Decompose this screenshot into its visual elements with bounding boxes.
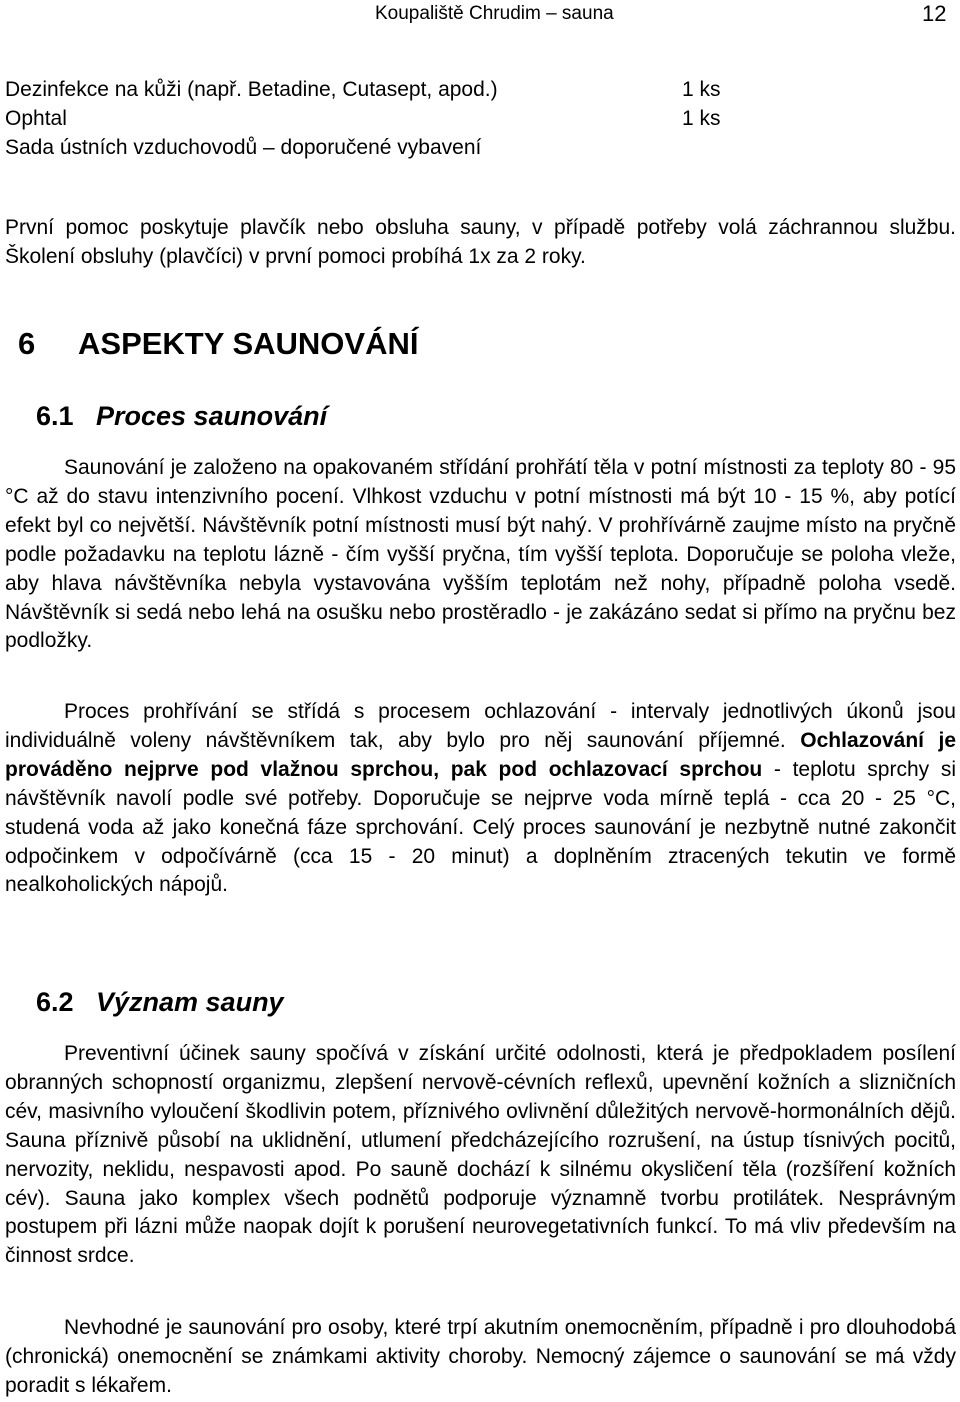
body-paragraph: Saunování je založeno na opakovaném střídání prohřátí těla v potní místnosti za teploty 80 - 95 °C až do stavu intenzivního pocení. Vlhkost vzduchu v potní místnosti má být 10 - 15 %, aby potící efekt byl co největší. Návštěvník potní místnosti musí být nahý. V prohřívárně zaujme místo na pryčně podle požadavku na teplotu lázně - čím vyšší pryčna, tím vyšší teplota. Doporučuje se poloha vleže, aby hlava návštěvníka nebyla vystavována vyšším teplotám než nohy, případně poloha vsedě. Návštěvník si sedá nebo lehá na osušku nebo prostěradlo - je zakázáno sedat si přímo na pryčnu bez podložky. <box>5 456 956 653</box>
equipment-list <box>5 75 955 162</box>
first-aid-paragraph: První pomoc poskytuje plavčík nebo obsluha sauny, v případě potřeby volá záchrannou službu. Školení obsluhy (plavčíci) v první pomoci probíhá 1x za 2 roky. <box>5 216 956 268</box>
equipment-row <box>5 75 955 104</box>
section-title: ASPEKTY SAUNOVÁNÍ <box>78 326 419 361</box>
body-paragraph: Nevhodné je saunování pro osoby, které trpí akutním onemocněním, případně i pro dlouhodobá (chronická) onemocnění se známkami aktivity choroby. Nemocný zájemce o saunování se má vždy poradit s lékařem. <box>5 1316 956 1397</box>
subsection-number: 6.1 <box>36 401 74 431</box>
equipment-qty <box>682 133 782 162</box>
subsection-heading <box>36 987 284 1018</box>
section-number: 6 <box>18 326 36 361</box>
paragraph-text: - teplotu sprchy si návštěvník navolí podle své potřeby. Doporučuje se nejprve voda mírně teplá - cca 20 - 25 °C, studená voda až jako konečná fáze sprchování. Celý proces saunování je nezbytně nutné zakončit odpočinkem v odpočívárně (cca 15 - 20 minut) a doplněním ztracených tekutin ve formě nealkoholických nápojů. <box>5 757 956 897</box>
body-paragraph <box>5 698 956 900</box>
subsection-number: 6.2 <box>36 987 74 1017</box>
equipment-name: Ophtal <box>5 107 67 130</box>
equipment-name: Sada ústních vzduchovodů – doporučené vybavení <box>5 136 482 159</box>
equipment-row <box>5 133 955 162</box>
subsection-heading <box>36 401 327 432</box>
equipment-row <box>5 104 955 133</box>
page-number: 12 <box>922 1 947 26</box>
emphasis-text: Ochlazování je prováděno nejprve pod vlažnou sprchou, pak pod ochlazovací sprchou <box>5 728 957 781</box>
paragraph-text: Proces prohřívání se střídá s procesem ochlazování - intervaly jednotlivých úkonů jsou individuálně voleny návštěvníkem tak, aby bylo pro něj saunování příjemné. <box>5 700 956 752</box>
subsection-title: Proces saunování <box>96 401 328 431</box>
equipment-qty: 1 ks <box>682 78 721 101</box>
running-header-title: Koupaliště Chrudim – sauna <box>375 3 614 24</box>
equipment-qty: 1 ks <box>682 107 721 130</box>
subsection-title: Význam sauny <box>96 987 284 1017</box>
equipment-name: Dezinfekce na kůži (např. Betadine, Cutasept, apod.) <box>5 78 498 101</box>
section-heading <box>18 326 419 362</box>
body-paragraph: Preventivní účinek sauny spočívá v získání určité odolnosti, která je předpokladem posílení obranných schopností organizmu, zlepšení nervově-cévních reflexů, upevnění kožních a slizničních cév, masivního vyloučení škodlivin potem, příznivého ovlivnění důležitých nervově-hormonálních dějů. Sauna příznivě působí na uklidnění, utlumení předcházejícího rozrušení, na ústup tísnivých pocitů, nervozity, neklidu, nespavosti apod. Po sauně dochází k silnému okysličení těla (rozšíření kožních cév). Sauna jako komplex všech podnětů podporuje významně tvorbu protilátek. Nesprávným postupem při lázni může naopak dojít k porušení neurovegetativních funkcí. To má vliv především na činnost srdce. <box>5 1042 956 1268</box>
